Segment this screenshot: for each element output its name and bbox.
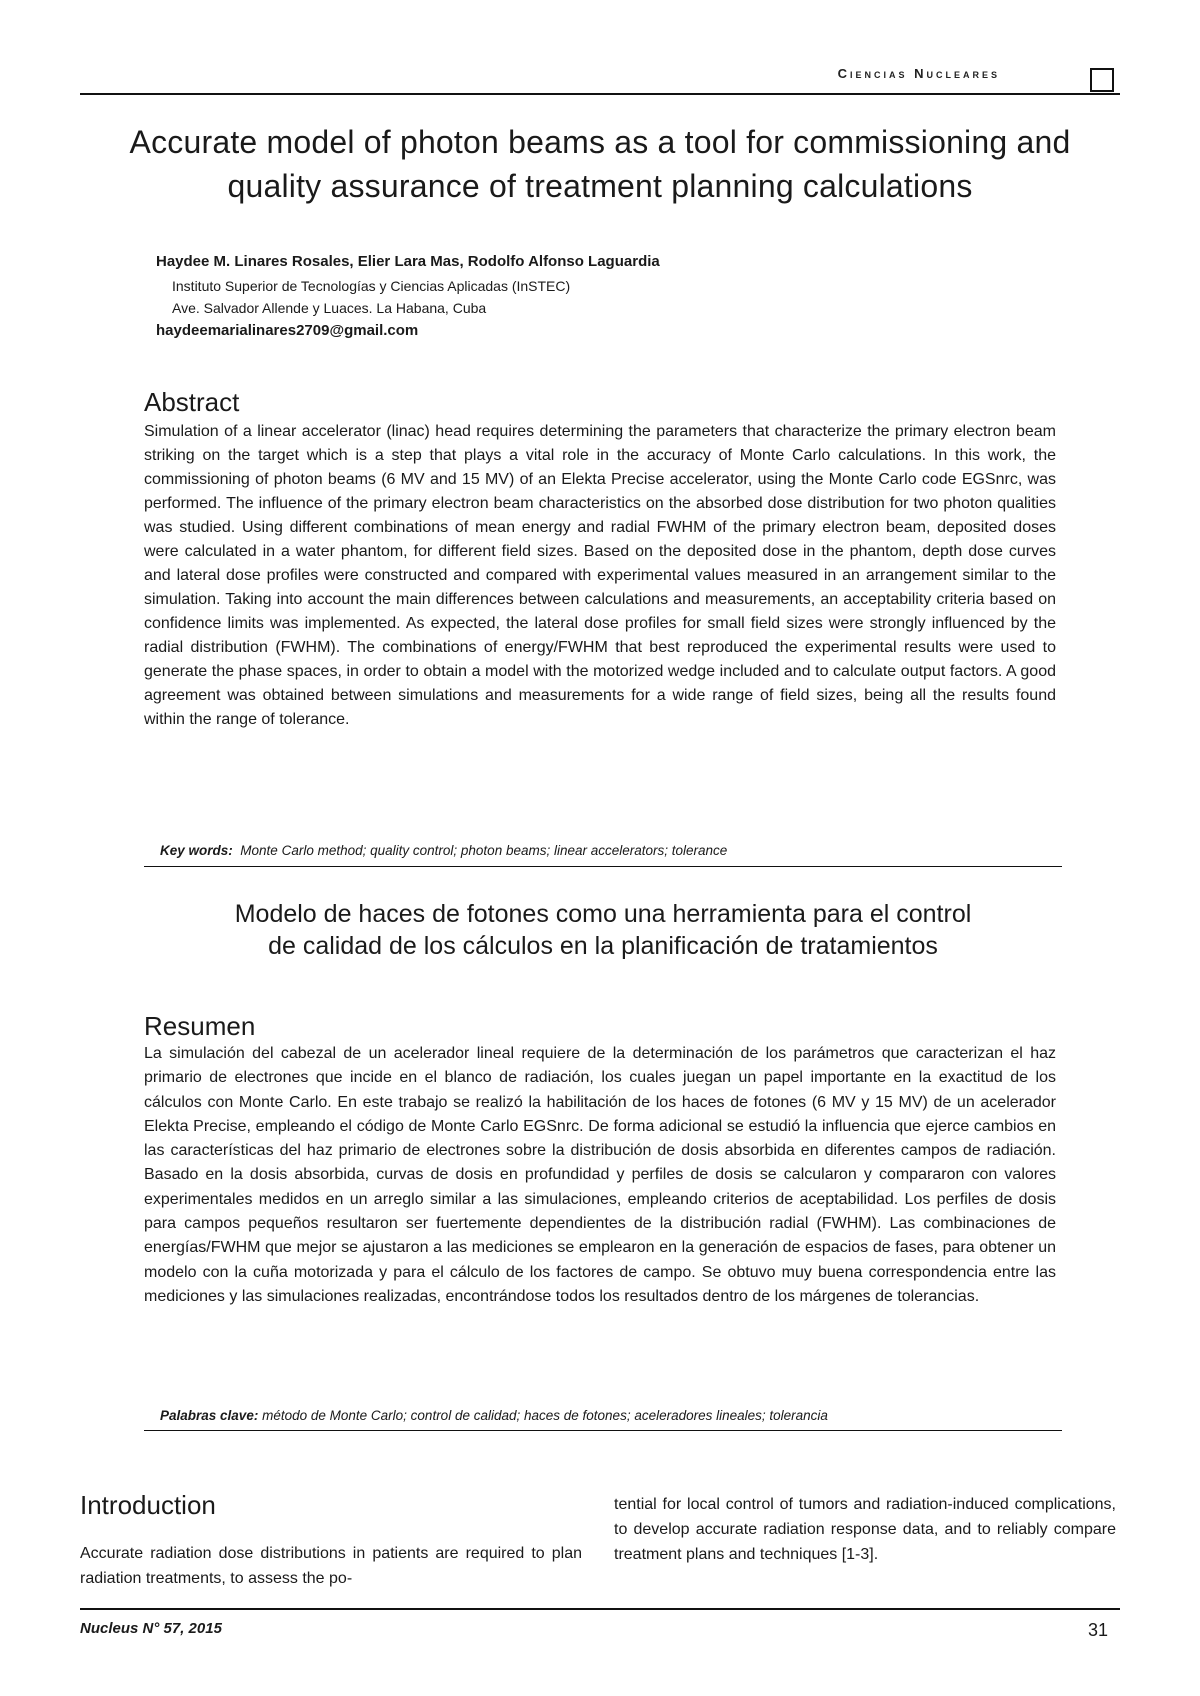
spanish-title-line-2: de calidad de los cálculos en la planificación de tratamientos: [268, 932, 938, 960]
abstract-heading: Abstract: [144, 387, 240, 417]
footer-rule: [80, 1608, 1120, 1610]
resumen-text: La simulación del cabezal de un acelerador lineal requiere de la determinación de los parámetros que caracterizan el haz primario de electrones que incide en el blanco de radiación, los cuales juegan un papel importante en la exactitud de los cálculos con Monte Carlo. En este trabajo se realizó la habilitación de los haces de fotones (6 MV y 15 MV) de un acelerador Elekta Precise, empleando el código de Monte Carlo EGSnrc. De forma adicional se estudió la influencia que ejerce cambios en las características del haz primario de electrones sobre la distribución de dosis absorbida en diferentes campos de radiación. Basado en la dosis absorbida, curvas de dosis en profundidad y perfiles de dosis se calcularon y compararon con valores experimentales medidos en un arreglo similar a las simulaciones, empleando criterios de aceptabilidad. Los perfiles de dosis para campos pequeños resultaron ser fuertemente dependientes de la distribución radial (FWHM). Las combinaciones de energías/FWHM que mejor se ajustaron a las mediciones se emplearon en la generación de espacios de fases, para obtener un modelo con la cuña motorizada y para el cálculo de los factores de campo. Se obtuvo muy buena correspondencia entre las mediciones y las simulaciones realizadas, encontrándose todos los resultados dentro de los márgenes de tolerancias.: [144, 1045, 1056, 1305]
header-rule: [80, 93, 1120, 95]
resumen-heading: Resumen: [144, 1011, 256, 1041]
palabras-clave-rule: [144, 1430, 1062, 1431]
author-list: Haydee M. Linares Rosales, Elier Lara Mas, Rodolfo Alfonso Laguardia: [156, 253, 660, 270]
author-email: haydeemarialinares2709@gmail.com: [156, 322, 419, 339]
keywords-label: Key words:: [160, 843, 233, 858]
keywords-line: [160, 843, 727, 858]
journal-issue: Nucleus N° 57, 2015: [80, 1620, 222, 1637]
palabras-clave-line: [160, 1408, 828, 1423]
affiliation-address: Ave. Salvador Allende y Luaces. La Habana, Cuba: [172, 300, 487, 316]
spanish-title: [144, 898, 1062, 962]
abstract-text: Simulation of a linear accelerator (linac) head requires determining the parameters that characterize the primary electron beam striking on the target which is a step that plays a vital role in the accuracy of Monte Carlo calculations. In this work, the commissioning of photon beams (6 MV and 15 MV) of an Elekta Precise accelerator, using the Monte Carlo code EGSnrc, was performed. The influence of the primary electron beam characteristics on the absorbed dose distribution for two photon qualities was studied. Using different combinations of mean energy and radial FWHM of the primary electron beam, deposited doses were calculated in a water phantom, for different field sizes. Based on the deposited dose in the phantom, depth dose curves and lateral dose profiles were constructed and compared with experimental values measured in an arrangement similar to the simulation. Taking into account the main differences between calculations and measurements, an acceptability criteria based on confidence limits was implemented. As expected, the lateral dose profiles for small field sizes were strongly influenced by the radial distribution (FWHM). The combinations of energy/FWHM that best reproduced the experimental results were used to generate the phase spaces, in order to obtain a model with the motorized wedge included and to calculate output factors. A good agreement was obtained between simulations and measurements for a wide range of field sizes, being all the results found within the range of tolerance.: [144, 423, 1056, 728]
paper-title: Accurate model of photon beams as a tool for commissioning and quality assurance of treatment planning calculations: [129, 124, 1071, 204]
introduction-right-column: tential for local control of tumors and radiation-induced complications, to develop accurate radiation response data, and to reliably compare treatment plans and techniques [1-3].: [614, 1496, 1116, 1563]
section-box-icon: [1090, 68, 1114, 92]
palabras-clave-text: método de Monte Carlo; control de calidad; haces de fotones; aceleradores lineales; tolerancia: [262, 1408, 828, 1423]
keywords-text: Monte Carlo method; quality control; photon beams; linear accelerators; tolerance: [240, 843, 728, 858]
introduction-heading: Introduction: [80, 1490, 216, 1520]
journal-section-tag: Ciencias Nucleares: [837, 66, 1000, 81]
keywords-rule: [144, 866, 1062, 867]
page-number: 31: [1087, 1620, 1108, 1640]
palabras-clave-label: Palabras clave:: [160, 1408, 259, 1423]
spanish-title-line-1: Modelo de haces de fotones como una herramienta para el control: [234, 900, 972, 928]
introduction-left-column: Accurate radiation dose distributions in patients are required to plan radiation treatments, to assess the po-: [80, 1545, 582, 1587]
affiliation-institute: Instituto Superior de Tecnologías y Ciencias Aplicadas (InSTEC): [172, 278, 571, 294]
